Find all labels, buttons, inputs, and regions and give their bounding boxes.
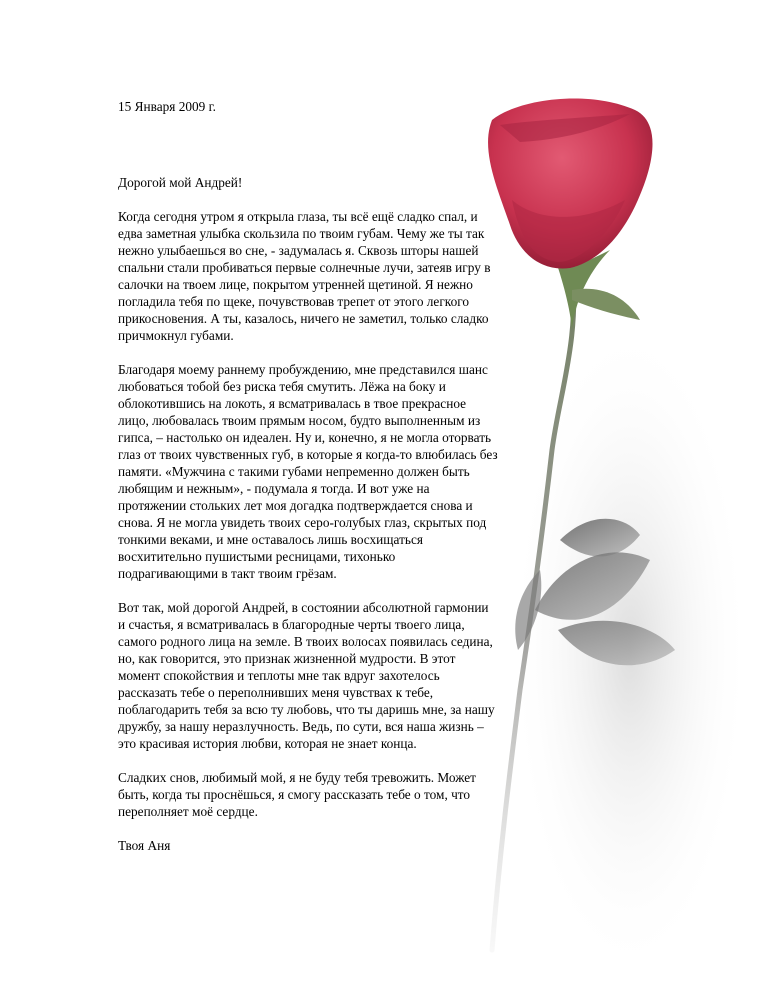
- rose-sepal-leaf: [572, 289, 640, 320]
- letter-paragraph: Благодаря моему раннему пробуждению, мне представился шанс любоваться тобой без риска тебя смутить. Лёжа на боку и облокотившись на локоть, я всматривалась в твое прекрасное лицо, любовалась твоим прямым носом, будто выполненным из гипса, – настолько он идеален. Ну и, конечно, я не могла оторвать глаз от твоих чувственных губ, в которые я когда-то влюбилась без памяти. «Мужчина с такими губами непременно должен быть любящим и нежным», - подумала я тогда. И вот уже на протяжении стольких лет моя догадка подтверждается снова и снова. Я не могла увидеть твоих серо-голубых глаз, скрытых под тонкими веками, и мне оставалось лишь восхищаться восхитительно пушистыми ресницами, тихонько подрагивающими в такт твоим грёзам.: [118, 362, 498, 581]
- letter-signature: Твоя Аня: [118, 838, 171, 853]
- letter-paragraph: Вот так, мой дорогой Андрей, в состоянии абсолютной гармонии и счастья, я всматривалась в благородные черты твоего лица, самого родного лица на земле. В твоих волосах появилась седина, но, как говорится, это признак жизненной мудрости. В этот момент спокойствия и теплоты мне так вдруг захотелось рассказать тебе о переполнивших меня чувствах к тебе, поблагодарить тебя за всю ту любовь, что ты даришь мне, за нашу дружбу, за нашу неразлучность. Ведь, по сути, вся наша жизнь – это красивая история любви, которая не знает конца.: [118, 600, 495, 751]
- letter-greeting: Дорогой мой Андрей!: [118, 175, 243, 190]
- letter-body: [118, 98, 498, 854]
- letter-paragraph: Сладких снов, любимый мой, я не буду тебя тревожить. Может быть, когда ты проснёшься, я смогу рассказать тебе о том, что переполняет моё сердце.: [118, 770, 476, 819]
- letter-paragraph: Когда сегодня утром я открыла глаза, ты всё ещё сладко спал, и едва заметная улыбка скользила по твоим губам. Чему же ты так нежно улыбаешься во сне, - задумалась я. Сквозь шторы нашей спальни стали пробиваться первые солнечные лучи, затеяв игру в салочки на твоем лице, покрытом утренней щетиной. Я нежно погладила тебя по щеке, почувствовав трепет от этого легкого прикосновения. А ты, казалось, ничего не заметил, только сладко причмокнул губами.: [118, 209, 491, 343]
- letter-date: 15 Января 2009 г.: [118, 99, 216, 114]
